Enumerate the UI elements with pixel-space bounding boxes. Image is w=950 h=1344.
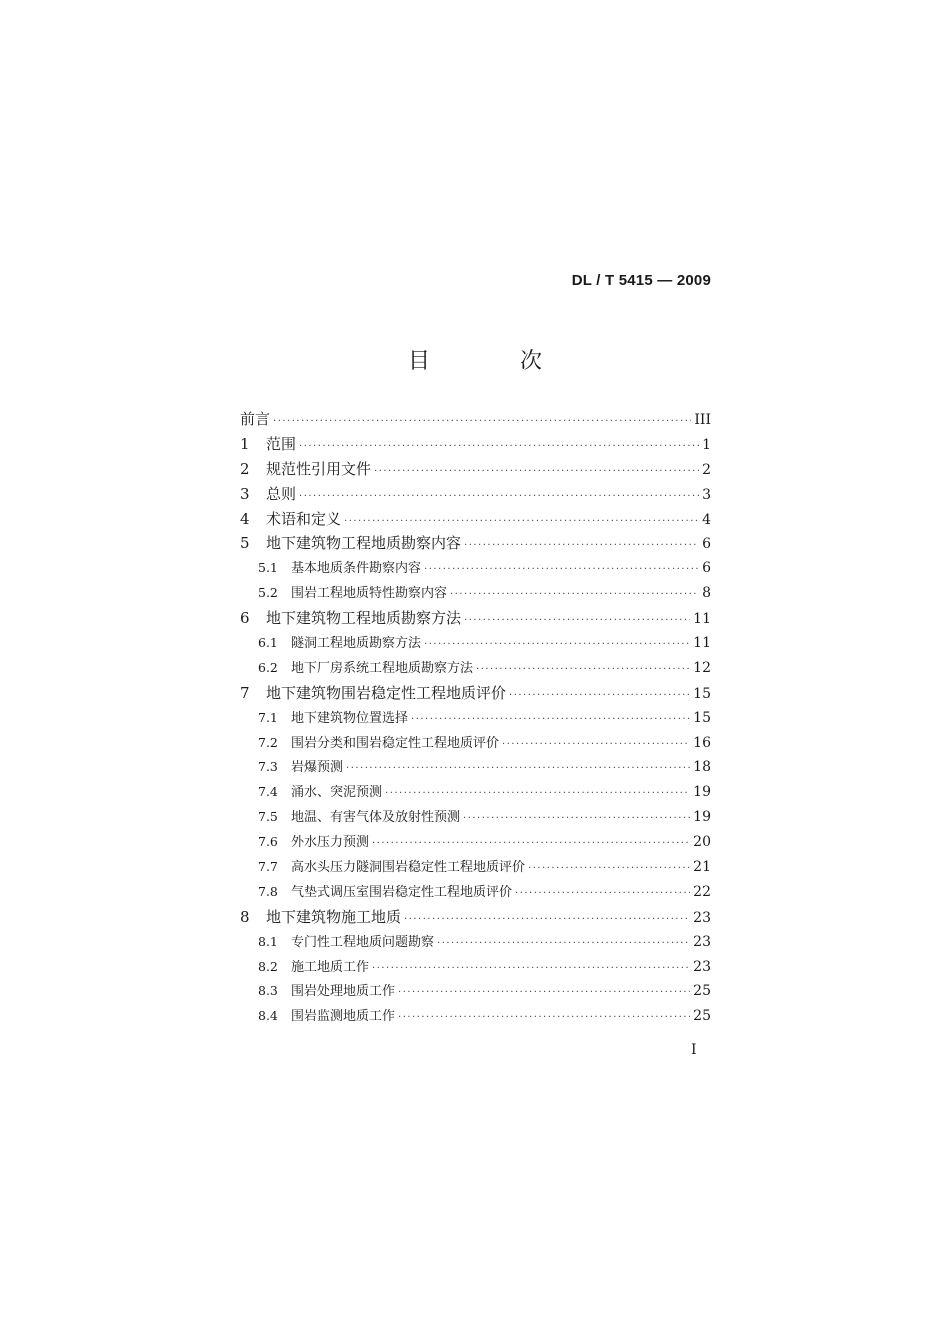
toc-entry-number: 5.1 [258, 560, 278, 576]
toc-entry-page: 6 [702, 560, 711, 577]
toc-entry-number: 1 [240, 434, 250, 453]
toc-chapter-entry[interactable] [240, 607, 711, 632]
toc-dot-leader [509, 690, 690, 701]
toc-entry-page: 23 [693, 933, 711, 950]
toc-entry-number: 6.2 [258, 659, 278, 675]
toc-entry-label: 外水压力预测 [291, 835, 370, 851]
toc-entry-number: 5 [240, 534, 250, 553]
toc-entry-page: 3 [702, 486, 711, 503]
toc-entry-page: 16 [693, 734, 711, 751]
toc-entry-number: 8.2 [258, 958, 278, 974]
toc-entry-number: 7.1 [258, 709, 278, 725]
toc-dot-leader [404, 914, 690, 925]
toc-entry-page: 4 [702, 511, 711, 528]
toc-entry-number: 7.5 [258, 809, 278, 825]
toc-entry-number: 7 [240, 683, 250, 702]
toc-dot-leader [385, 788, 690, 799]
toc-section-entry[interactable] [240, 657, 711, 682]
toc-entry-number: 6 [240, 609, 250, 628]
toc-section-entry[interactable] [240, 856, 711, 881]
toc-entry-number: 5.2 [258, 585, 278, 601]
toc-chapter-entry[interactable] [240, 483, 711, 508]
toc-section-entry[interactable] [240, 931, 711, 956]
toc-entry-number: 6.1 [258, 635, 278, 651]
toc-entry-number: 8.3 [258, 983, 278, 999]
toc-entry-label: 规范性引用文件 [266, 459, 372, 478]
toc-entry-label: 岩爆预测 [291, 760, 344, 776]
toc-dot-leader [515, 888, 690, 899]
toc-section-entry[interactable] [240, 756, 711, 781]
toc-section-entry[interactable] [240, 806, 711, 831]
toc-dot-leader [424, 564, 699, 575]
toc-dot-leader [372, 838, 690, 849]
toc-section-entry[interactable] [240, 980, 711, 1005]
toc-dot-leader [450, 589, 699, 600]
toc-dot-leader [398, 1012, 690, 1023]
toc-entry-number: 8.4 [258, 1008, 278, 1024]
toc-entry-label: 围岩处理地质工作 [291, 984, 396, 1000]
toc-chapter-entry[interactable] [240, 508, 711, 533]
toc-dot-leader [346, 763, 690, 774]
toc-entry-label: 围岩监测地质工作 [291, 1009, 396, 1025]
toc-entry-number: 2 [240, 459, 250, 478]
toc-section-entry[interactable] [240, 881, 711, 906]
toc-entry-page: 25 [693, 983, 711, 1000]
toc-chapter-entry[interactable] [240, 458, 711, 483]
toc-dot-leader [528, 863, 690, 874]
toc-dot-leader [463, 813, 690, 824]
toc-entry-page: 18 [693, 759, 711, 776]
toc-entry-number: 7.2 [258, 734, 278, 750]
toc-entry-label: 施工地质工作 [291, 959, 370, 975]
toc-section-entry[interactable] [240, 781, 711, 806]
toc-chapter-entry[interactable] [240, 682, 711, 707]
toc-dot-leader [464, 615, 690, 626]
toc-entry-number: 7.7 [258, 859, 278, 875]
toc-entry-number: 7.6 [258, 834, 278, 850]
toc-chapter-entry[interactable] [240, 433, 711, 458]
toc-section-entry[interactable] [240, 557, 711, 582]
toc-entry-number: 8.1 [258, 933, 278, 949]
toc-entry-label: 围岩分类和围岩稳定性工程地质评价 [291, 735, 500, 751]
toc-entry-page: 12 [693, 659, 711, 676]
toc-dot-leader [464, 540, 699, 551]
toc-entry-page: 15 [693, 685, 711, 702]
toc-chapter-entry[interactable] [240, 532, 711, 557]
toc-entry-label: 围岩工程地质特性勘察内容 [291, 586, 448, 602]
toc-entry-page: 2 [702, 461, 711, 478]
toc-section-entry[interactable] [240, 1005, 711, 1030]
toc-dot-leader [372, 963, 690, 974]
toc-entry-label: 基本地质条件勘察内容 [291, 561, 422, 577]
toc-entry-page: 1 [702, 436, 711, 453]
toc-entry-page: 6 [702, 536, 711, 553]
toc-entry-label: 涌水、突泥预测 [291, 785, 383, 801]
page-number: I [691, 1042, 697, 1058]
toc-section-entry[interactable] [240, 831, 711, 856]
toc-entry-label: 气垫式调压室围岩稳定性工程地质评价 [291, 884, 513, 900]
toc-entry-label: 专门性工程地质问题勘察 [291, 934, 435, 950]
toc-entry-page: 8 [702, 585, 711, 602]
toc-entry-page: 11 [693, 635, 711, 652]
toc-dot-leader [273, 416, 691, 427]
toc-entry-label: 隧洞工程地质勘察方法 [291, 636, 422, 652]
toc-entry-page: 25 [693, 1008, 711, 1025]
toc-dot-leader [344, 516, 699, 527]
toc-dot-leader [502, 739, 690, 750]
toc-entry-label: 地下建筑物工程地质勘察内容 [266, 534, 462, 553]
toc-entry-number: 3 [240, 484, 250, 503]
toc-entry-label: 地下建筑物围岩稳定性工程地质评价 [266, 683, 507, 702]
toc-entry-number: 8 [240, 907, 250, 926]
toc-entry-page: 23 [693, 958, 711, 975]
toc-entry-page: 19 [693, 784, 711, 801]
toc-section-entry[interactable] [240, 956, 711, 981]
toc-entry-label: 总则 [266, 484, 297, 503]
toc-entry-number: 7.8 [258, 883, 278, 899]
toc-section-entry[interactable] [240, 632, 711, 657]
toc-dot-leader [424, 639, 690, 650]
toc-dot-leader [398, 987, 690, 998]
toc-entry-number: 4 [240, 509, 250, 528]
toc-section-entry[interactable] [240, 582, 711, 607]
toc-entry-label: 地下建筑物位置选择 [291, 710, 409, 726]
toc-entry-label: 前言 [240, 410, 271, 428]
toc-section-entry[interactable] [240, 732, 711, 757]
toc-dot-leader [476, 664, 690, 675]
toc-entry-page: 11 [693, 611, 711, 628]
page-title: 目 次 [407, 349, 576, 374]
toc-entry-page: 22 [693, 883, 711, 900]
toc-entry-page: 20 [693, 834, 711, 851]
toc-dot-leader [437, 938, 690, 949]
toc-entry-label: 地下建筑物工程地质勘察方法 [266, 609, 462, 628]
toc-chapter-entry[interactable] [240, 408, 711, 433]
toc-entry-page: 23 [693, 909, 711, 926]
toc-dot-leader [411, 714, 690, 725]
toc-entry-page: 15 [693, 709, 711, 726]
toc-entry-label: 高水头压力隧洞围岩稳定性工程地质评价 [291, 860, 526, 876]
toc-dot-leader [374, 466, 699, 477]
toc-chapter-entry[interactable] [240, 906, 711, 931]
toc-entry-label: 范围 [266, 434, 297, 453]
toc-entry-page: 19 [693, 809, 711, 826]
standard-code: DL / T 5415 — 2009 [571, 272, 711, 289]
toc-section-entry[interactable] [240, 707, 711, 732]
table-of-contents [240, 408, 711, 1030]
toc-entry-number: 7.3 [258, 759, 278, 775]
toc-entry-page: 21 [693, 859, 711, 876]
toc-entry-page: III [694, 412, 711, 428]
toc-dot-leader [299, 491, 699, 502]
toc-entry-number: 7.4 [258, 784, 278, 800]
toc-entry-label: 地温、有害气体及放射性预测 [291, 810, 461, 826]
toc-entry-label: 地下厂房系统工程地质勘察方法 [291, 660, 474, 676]
toc-dot-leader [299, 441, 699, 452]
toc-entry-label: 地下建筑物施工地质 [266, 907, 402, 926]
toc-entry-label: 术语和定义 [266, 509, 342, 528]
